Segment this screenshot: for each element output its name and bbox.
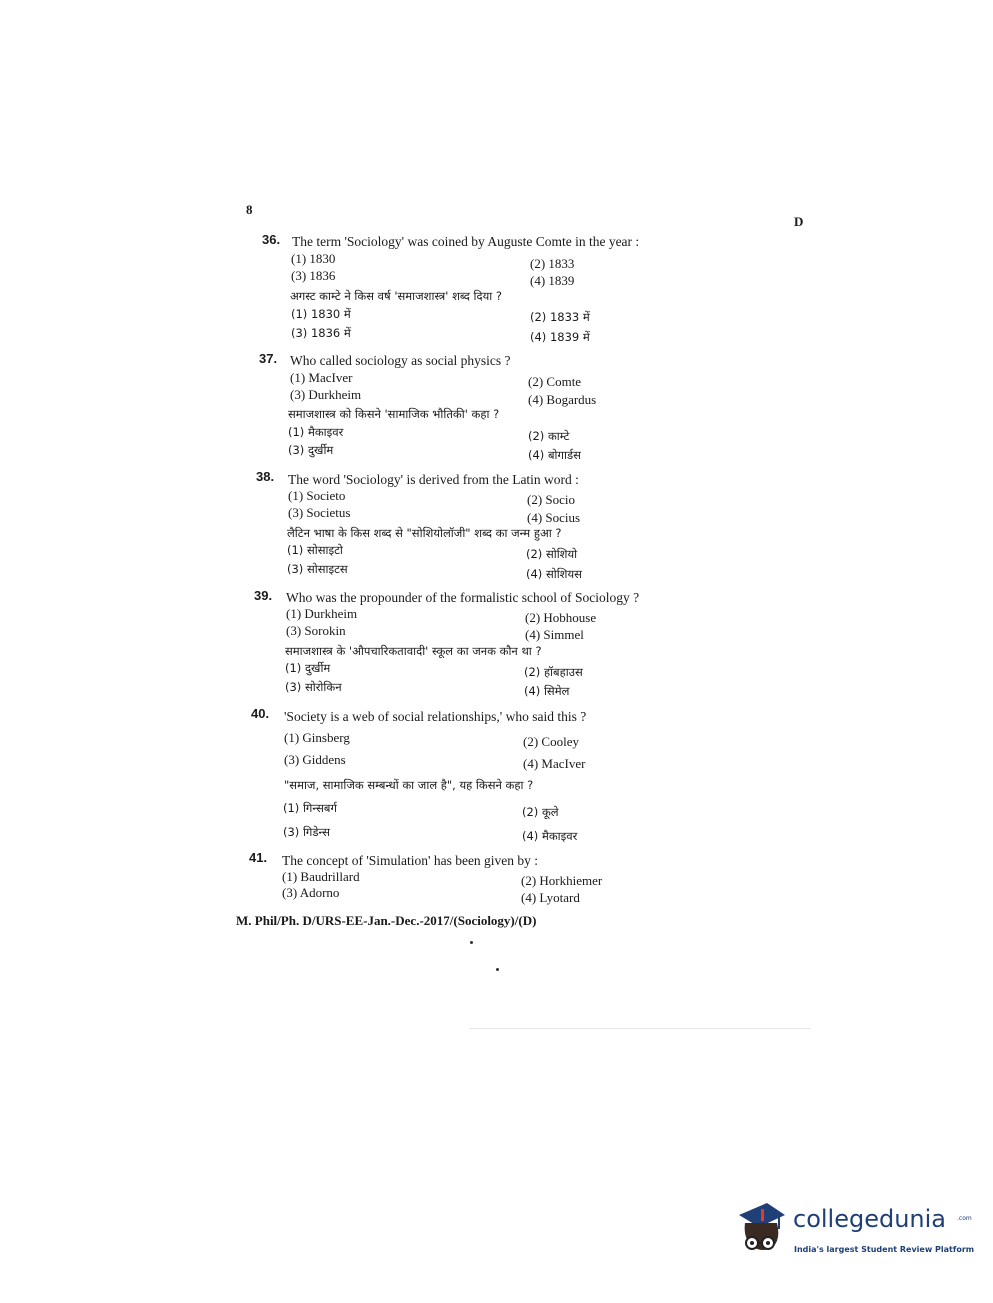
question-text-hi: लैटिन भाषा के किस शब्द से "सोशियोलॉजी" शब्द का जन्म हुआ ? xyxy=(287,526,562,540)
option-4-hi: (4) बोगार्डस xyxy=(528,448,581,462)
question-text-en: The term 'Sociology' was coined by Auguste Comte in the year : xyxy=(292,234,640,249)
question-text-en: Who was the propounder of the formalistic school of Sociology ? xyxy=(286,590,640,605)
option-3-hi: (3) दुर्खीम xyxy=(288,443,334,457)
option-1: (1) 1830 xyxy=(291,251,336,266)
logo-tagline: India's largest Student Review Platform xyxy=(794,1245,975,1254)
question-number: 37. xyxy=(259,351,278,366)
question-number: 39. xyxy=(254,588,273,603)
option-2: (2) Horkhiemer xyxy=(521,873,603,888)
option-4: (4) Socius xyxy=(527,510,581,525)
option-2-hi: (2) कूले xyxy=(522,805,559,819)
option-4-hi: (4) मैकाइवर xyxy=(522,829,578,843)
option-1-hi: (1) सोसाइटो xyxy=(287,543,343,557)
speck xyxy=(496,968,499,971)
option-4: (4) Lyotard xyxy=(521,890,580,905)
option-2-hi: (2) काम्टे xyxy=(528,429,570,443)
option-3: (3) Adorno xyxy=(282,885,340,900)
option-4-hi: (4) सिमेल xyxy=(524,684,570,698)
option-1: (1) MacIver xyxy=(290,370,353,385)
option-2: (2) Socio xyxy=(527,492,576,507)
option-2: (2) 1833 xyxy=(530,256,575,271)
option-1-hi: (1) दुर्खीम xyxy=(285,661,331,675)
option-4-hi: (4) सोशियस xyxy=(526,567,582,581)
logo-wordmark: collegedunia xyxy=(793,1205,947,1233)
option-4: (4) 1839 xyxy=(530,273,575,288)
speck xyxy=(470,941,473,944)
logo-domain: .com xyxy=(957,1215,972,1222)
option-1: (1) Baudrillard xyxy=(282,869,360,884)
option-3: (3) Durkheim xyxy=(290,387,362,402)
option-4-hi: (4) 1839 में xyxy=(530,330,590,344)
divider xyxy=(470,1028,810,1029)
option-2: (2) Hobhouse xyxy=(525,610,597,625)
option-3-hi: (3) सोसाइटस xyxy=(287,562,348,576)
option-1: (1) Societo xyxy=(288,488,346,503)
question-number: 38. xyxy=(256,469,275,484)
option-3: (3) Societus xyxy=(288,505,351,520)
question-text-en: The word 'Sociology' is derived from the Latin word : xyxy=(288,472,579,487)
question-number: 36. xyxy=(262,232,281,247)
question-text-hi: अगस्ट काम्टे ने किस वर्ष 'समाजशास्त्र' शब्द दिया ? xyxy=(290,289,502,303)
option-4: (4) Simmel xyxy=(525,627,584,642)
option-1-hi: (1) 1830 में xyxy=(291,307,351,321)
collegedunia-logo[interactable] xyxy=(735,1195,975,1265)
page-number: 8 xyxy=(246,202,253,217)
option-1-hi: (1) मैकाइवर xyxy=(288,425,344,439)
question-text-hi: "समाज, सामाजिक सम्बन्धों का जाल है", यह किसने कहा ? xyxy=(284,778,534,792)
option-3-hi: (3) 1836 में xyxy=(291,326,351,340)
option-3: (3) Sorokin xyxy=(286,623,346,638)
option-2-hi: (2) सोशियो xyxy=(526,547,578,561)
option-3: (3) 1836 xyxy=(291,268,336,283)
option-3-hi: (3) सोरोकिन xyxy=(285,680,342,694)
option-2: (2) Comte xyxy=(528,374,582,389)
option-1: (1) Durkheim xyxy=(286,606,358,621)
option-1: (1) Ginsberg xyxy=(284,730,350,745)
question-text-en: The concept of 'Simulation' has been given by : xyxy=(282,853,539,868)
option-1-hi: (1) गिन्सबर्ग xyxy=(283,801,337,815)
footer-paper-code: M. Phil/Ph. D/URS-EE-Jan.-Dec.-2017/(Sociology)/(D) xyxy=(236,913,537,928)
option-4: (4) Bogardus xyxy=(528,392,597,407)
question-number: 40. xyxy=(251,706,270,721)
question-text-en: Who called sociology as social physics ? xyxy=(290,353,511,368)
option-3: (3) Giddens xyxy=(284,752,346,767)
question-text-hi: समाजशास्त्र के 'औपचारिकतावादी' स्कूल का जनक कौन था ? xyxy=(285,644,542,658)
question-text-hi: समाजशास्त्र को किसने 'सामाजिक भौतिकी' कहा ? xyxy=(288,407,500,421)
option-3-hi: (3) गिडेन्स xyxy=(283,825,331,839)
set-code: D xyxy=(794,214,804,229)
option-2-hi: (2) हॉबहाउस xyxy=(524,665,583,679)
mascot-icon xyxy=(735,1199,791,1257)
question-text-en: 'Society is a web of social relationships,' who said this ? xyxy=(284,709,587,724)
option-4: (4) MacIver xyxy=(523,756,586,771)
option-2: (2) Cooley xyxy=(523,734,579,749)
option-2-hi: (2) 1833 में xyxy=(530,310,590,324)
question-number: 41. xyxy=(249,850,268,865)
